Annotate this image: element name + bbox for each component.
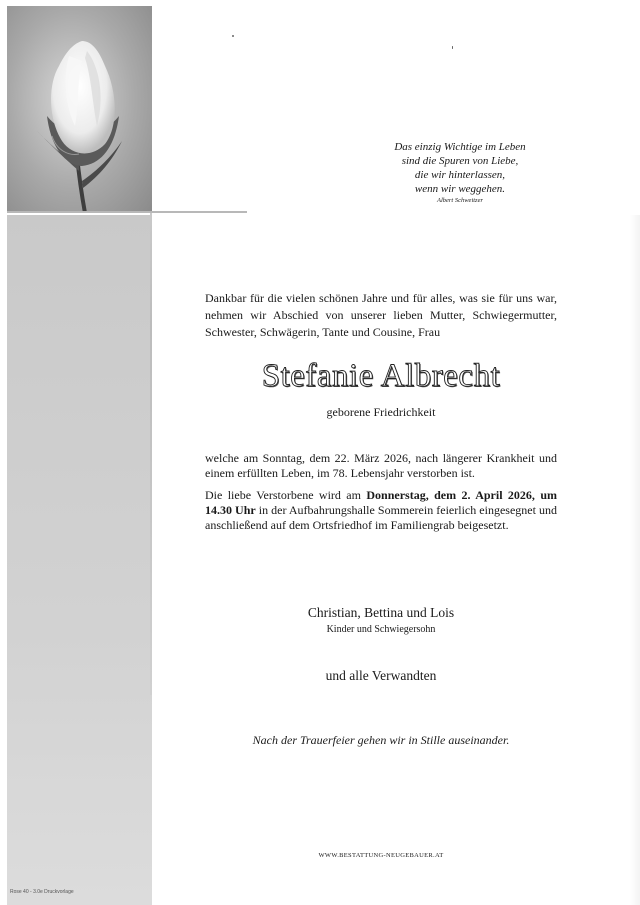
decorative-side-band (7, 215, 152, 905)
quote-line: wenn wir weggehen. (414, 183, 506, 195)
funeral-home-url: WWW.BESTATTUNG-NEUGEBAUER.AT (318, 852, 444, 859)
funeral-notice (205, 488, 557, 533)
funeral-prefix: Die liebe Verstorbene wird am (205, 488, 367, 502)
funeral-date: Donnerstag, dem 2. April 2026, um 14.30 Uhr (205, 488, 557, 517)
quote-line: Das einzig Wichtige im Leben (394, 141, 526, 153)
mourner-family: Christian, Bettina und Lois (307, 605, 455, 620)
deceased-name: Stefanie Albrecht (261, 358, 501, 394)
intro-paragraph: Dankbar für die vielen schönen Jahre und für alles, was sie für uns war, nehmen wir Abschied von unserer lieben Mutter, Schwiegermutter, Schwester, Schwägerin, Tante und Cousine, Frau (205, 291, 557, 339)
mourner-relatives: und alle Verwandten (325, 668, 437, 683)
print-speck (452, 46, 453, 49)
quote-author: Albert Schweitzer (436, 197, 484, 204)
template-note: Rose 40 - 3.0e Druckvorlage (10, 889, 74, 895)
quote-line: die wir hinterlassen, (414, 169, 506, 181)
page-edge-shadow (630, 215, 640, 905)
quote-block (360, 140, 560, 205)
closing-note: Nach der Trauerfeier gehen wir in Stille auseinander. (252, 733, 510, 747)
rose-icon (7, 6, 152, 213)
quote-line: sind die Spuren von Liebe, (401, 155, 519, 167)
maiden-name: geborene Friedrichkeit (326, 405, 436, 419)
death-notice: welche am Sonntag, dem 22. März 2026, nach längerer Krankheit und einem erfüllten Leben, im 78. Lebensjahr verstorben ist. (205, 451, 557, 480)
rose-underline-rule (7, 211, 247, 213)
print-speck (232, 35, 234, 37)
mourner-relation: Kinder und Schwiegersohn (326, 624, 436, 635)
rose-image (7, 6, 152, 213)
funeral-suffix: in der Aufbahrungshalle Sommerein feierlich eingesegnet und anschließend auf dem Ortsfriedhof im Familiengrab beigesetzt. (205, 503, 557, 532)
